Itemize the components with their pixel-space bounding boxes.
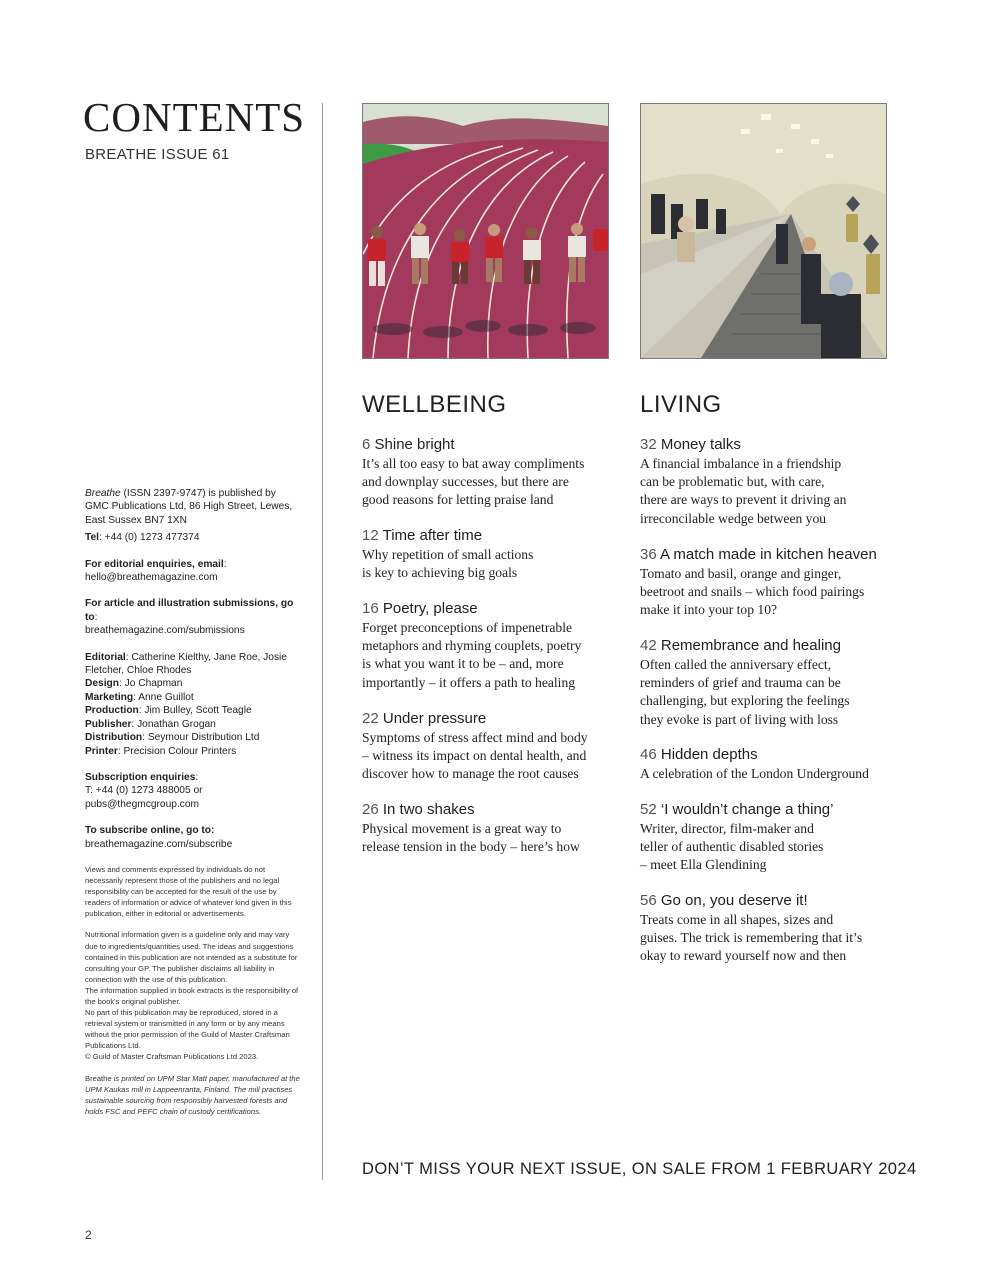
credit-publisher: Publisher: Jonathan Grogan (85, 718, 216, 730)
section-heading-living: LIVING (640, 391, 722, 418)
legal-disclaimers (85, 864, 300, 1117)
running-track-illustration (362, 103, 609, 359)
entry-description: It’s all too easy to bat away compliments and downplay successes, but there are good reasons for letting praise land (362, 456, 585, 508)
entry-description: Forget preconceptions of impenetrable metaphors and rhyming couplets, poetry is what you want it to be – and, more importantly – it offers a path to healing (362, 620, 582, 690)
toc-entry[interactable] (640, 891, 890, 966)
entry-description: A financial imbalance in a friendship can be problematic but, with care, there are ways to prevent it driving an irreconcilable wedge between you (640, 456, 847, 526)
toc-entry[interactable] (640, 636, 890, 729)
entry-title: 52 ‘I wouldn’t change a thing’ (640, 801, 834, 818)
disclaimer-views: Views and comments expressed by individuals do not necessarily represent those of the publishers and no legal responsibility can be accepted for the result of the use by readers of information or advice of whatever kind given in this publication, either in editorial or advertisements. (85, 864, 292, 919)
toc-entry[interactable] (362, 599, 612, 692)
subscribe-online: To subscribe online, go to: breathemagazine.com/subscribe (85, 825, 233, 850)
subscribe-link[interactable]: breathemagazine.com/subscribe (85, 838, 233, 850)
running-track-image (363, 104, 608, 358)
entry-title: 42 Remembrance and healing (640, 637, 841, 654)
credit-distribution: Distribution: Seymour Distribution Ltd (85, 732, 260, 744)
submissions-link[interactable]: breathemagazine.com/submissions (85, 625, 245, 637)
entry-description: Treats come in all shapes, sizes and guises. The trick is remembering that it’s okay to reward yourself now and then (640, 912, 863, 964)
disclaimer-extracts: The information supplied in book extracts is the responsibility of the book's original publisher. (85, 985, 299, 1006)
entry-description: Physical movement is a great way to release tension in the body – here’s how (362, 821, 580, 855)
entry-title: 26 In two shakes (362, 801, 475, 818)
disclaimer-reproduction: No part of this publication may be reproduced, stored in a retrieval system or transmitted in any form or by any means without the prior permission of the Guild of Master Craftsman Publications Ltd. (85, 1008, 290, 1051)
entry-title: 16 Poetry, please (362, 600, 478, 617)
subscription-email-link[interactable]: pubs@thegmcgroup.com (85, 798, 199, 810)
subscription-enquiries: Subscription enquiries: T: +44 (0) 1273 488005 or pubs@thegmcgroup.com (85, 771, 203, 810)
toc-entry[interactable] (362, 526, 612, 582)
telephone: Tel: +44 (0) 1273 477374 (85, 532, 200, 544)
page-title: CONTENTS (83, 94, 306, 140)
credit-design: Design: Jo Chapman (85, 678, 183, 690)
disclaimer-nutrition: Nutritional information given is a guideline only and may vary due to ingredients/quantities used. The ideas and suggestions contained in this publication are not intended as a substitute for consulting your GP. The publisher disclaims all liability in connection with the use of this publication. (85, 930, 298, 984)
editorial-enquiries: For editorial enquiries, email: hello@breathemagazine.com (85, 558, 227, 584)
entry-title: 32 Money talks (640, 436, 741, 453)
entry-description: Symptoms of stress affect mind and body – witness its impact on dental health, and discover how to manage the root causes (362, 730, 588, 782)
next-issue-notice: DON’T MISS YOUR NEXT ISSUE, ON SALE FROM 1 FEBRUARY 2024 (362, 1160, 917, 1178)
imprint-block (85, 487, 300, 1117)
toc-entry[interactable] (640, 800, 890, 875)
publisher-info: Breathe (ISSN 2397-9747) is published by GMC Publications Ltd, 86 High Street, Lewes, East Sussex BN7 1XN (85, 488, 293, 526)
credit-production: Production: Jim Bulley, Scott Teagle (85, 705, 252, 717)
entry-description: Writer, director, film-maker and teller of authentic disabled stories – meet Ella Glendining (640, 821, 824, 873)
entry-description: A celebration of the London Underground (640, 766, 869, 781)
entry-title: 6 Shine bright (362, 436, 455, 453)
toc-entry[interactable] (640, 435, 890, 528)
entry-description: Tomato and basil, orange and ginger, beetroot and snails – which food pairings make it into your top 10? (640, 566, 865, 618)
credit-printer: Printer: Precision Colour Printers (85, 745, 237, 757)
entry-title: 22 Under pressure (362, 710, 487, 727)
section-heading-wellbeing: WELLBEING (362, 391, 507, 418)
paper-note: Breathe is printed on UPM Star Matt paper, manufactured at the UPM Kaukas mill in Lappeenranta, Finland. The mill practises sustainable sourcing from responsibly harvested forests and holds FSC and PEFC chain of custody certifications. (85, 1073, 300, 1116)
toc-entry[interactable] (362, 800, 612, 856)
entry-title: 56 Go on, you deserve it! (640, 892, 808, 909)
editorial-email-link[interactable]: hello@breathemagazine.com (85, 572, 218, 584)
entry-title: 12 Time after time (362, 527, 483, 544)
entry-description: Often called the anniversary effect, reminders of grief and trauma can be challenging, but exploring the feelings they evoke is part of living with loss (640, 657, 850, 727)
column-divider (322, 103, 323, 1180)
toc-entry[interactable] (640, 545, 890, 620)
entry-description: Why repetition of small actions is key to achieving big goals (362, 547, 534, 581)
entry-title: 36 A match made in kitchen heaven (640, 546, 877, 563)
page-number: 2 (85, 1228, 92, 1242)
credits-list (85, 651, 300, 758)
toc-entry[interactable] (640, 745, 890, 783)
submissions-info: For article and illustration submissions, go to: breathemagazine.com/submissions (85, 598, 294, 637)
toc-entry[interactable] (362, 709, 612, 784)
underground-escalator-illustration (640, 103, 887, 359)
underground-escalator-image (641, 104, 886, 358)
credit-editorial: Editorial: Catherine Kielthy, Jane Roe, Josie Fletcher, Chloe Rhodes (85, 651, 287, 677)
copyright: © Guild of Master Craftsman Publications Ltd 2023. (85, 1052, 259, 1062)
toc-entry[interactable] (362, 435, 612, 510)
credit-marketing: Marketing: Anne Guillot (85, 691, 194, 703)
issue-label: BREATHE ISSUE 61 (85, 146, 230, 163)
entry-title: 46 Hidden depths (640, 746, 758, 763)
